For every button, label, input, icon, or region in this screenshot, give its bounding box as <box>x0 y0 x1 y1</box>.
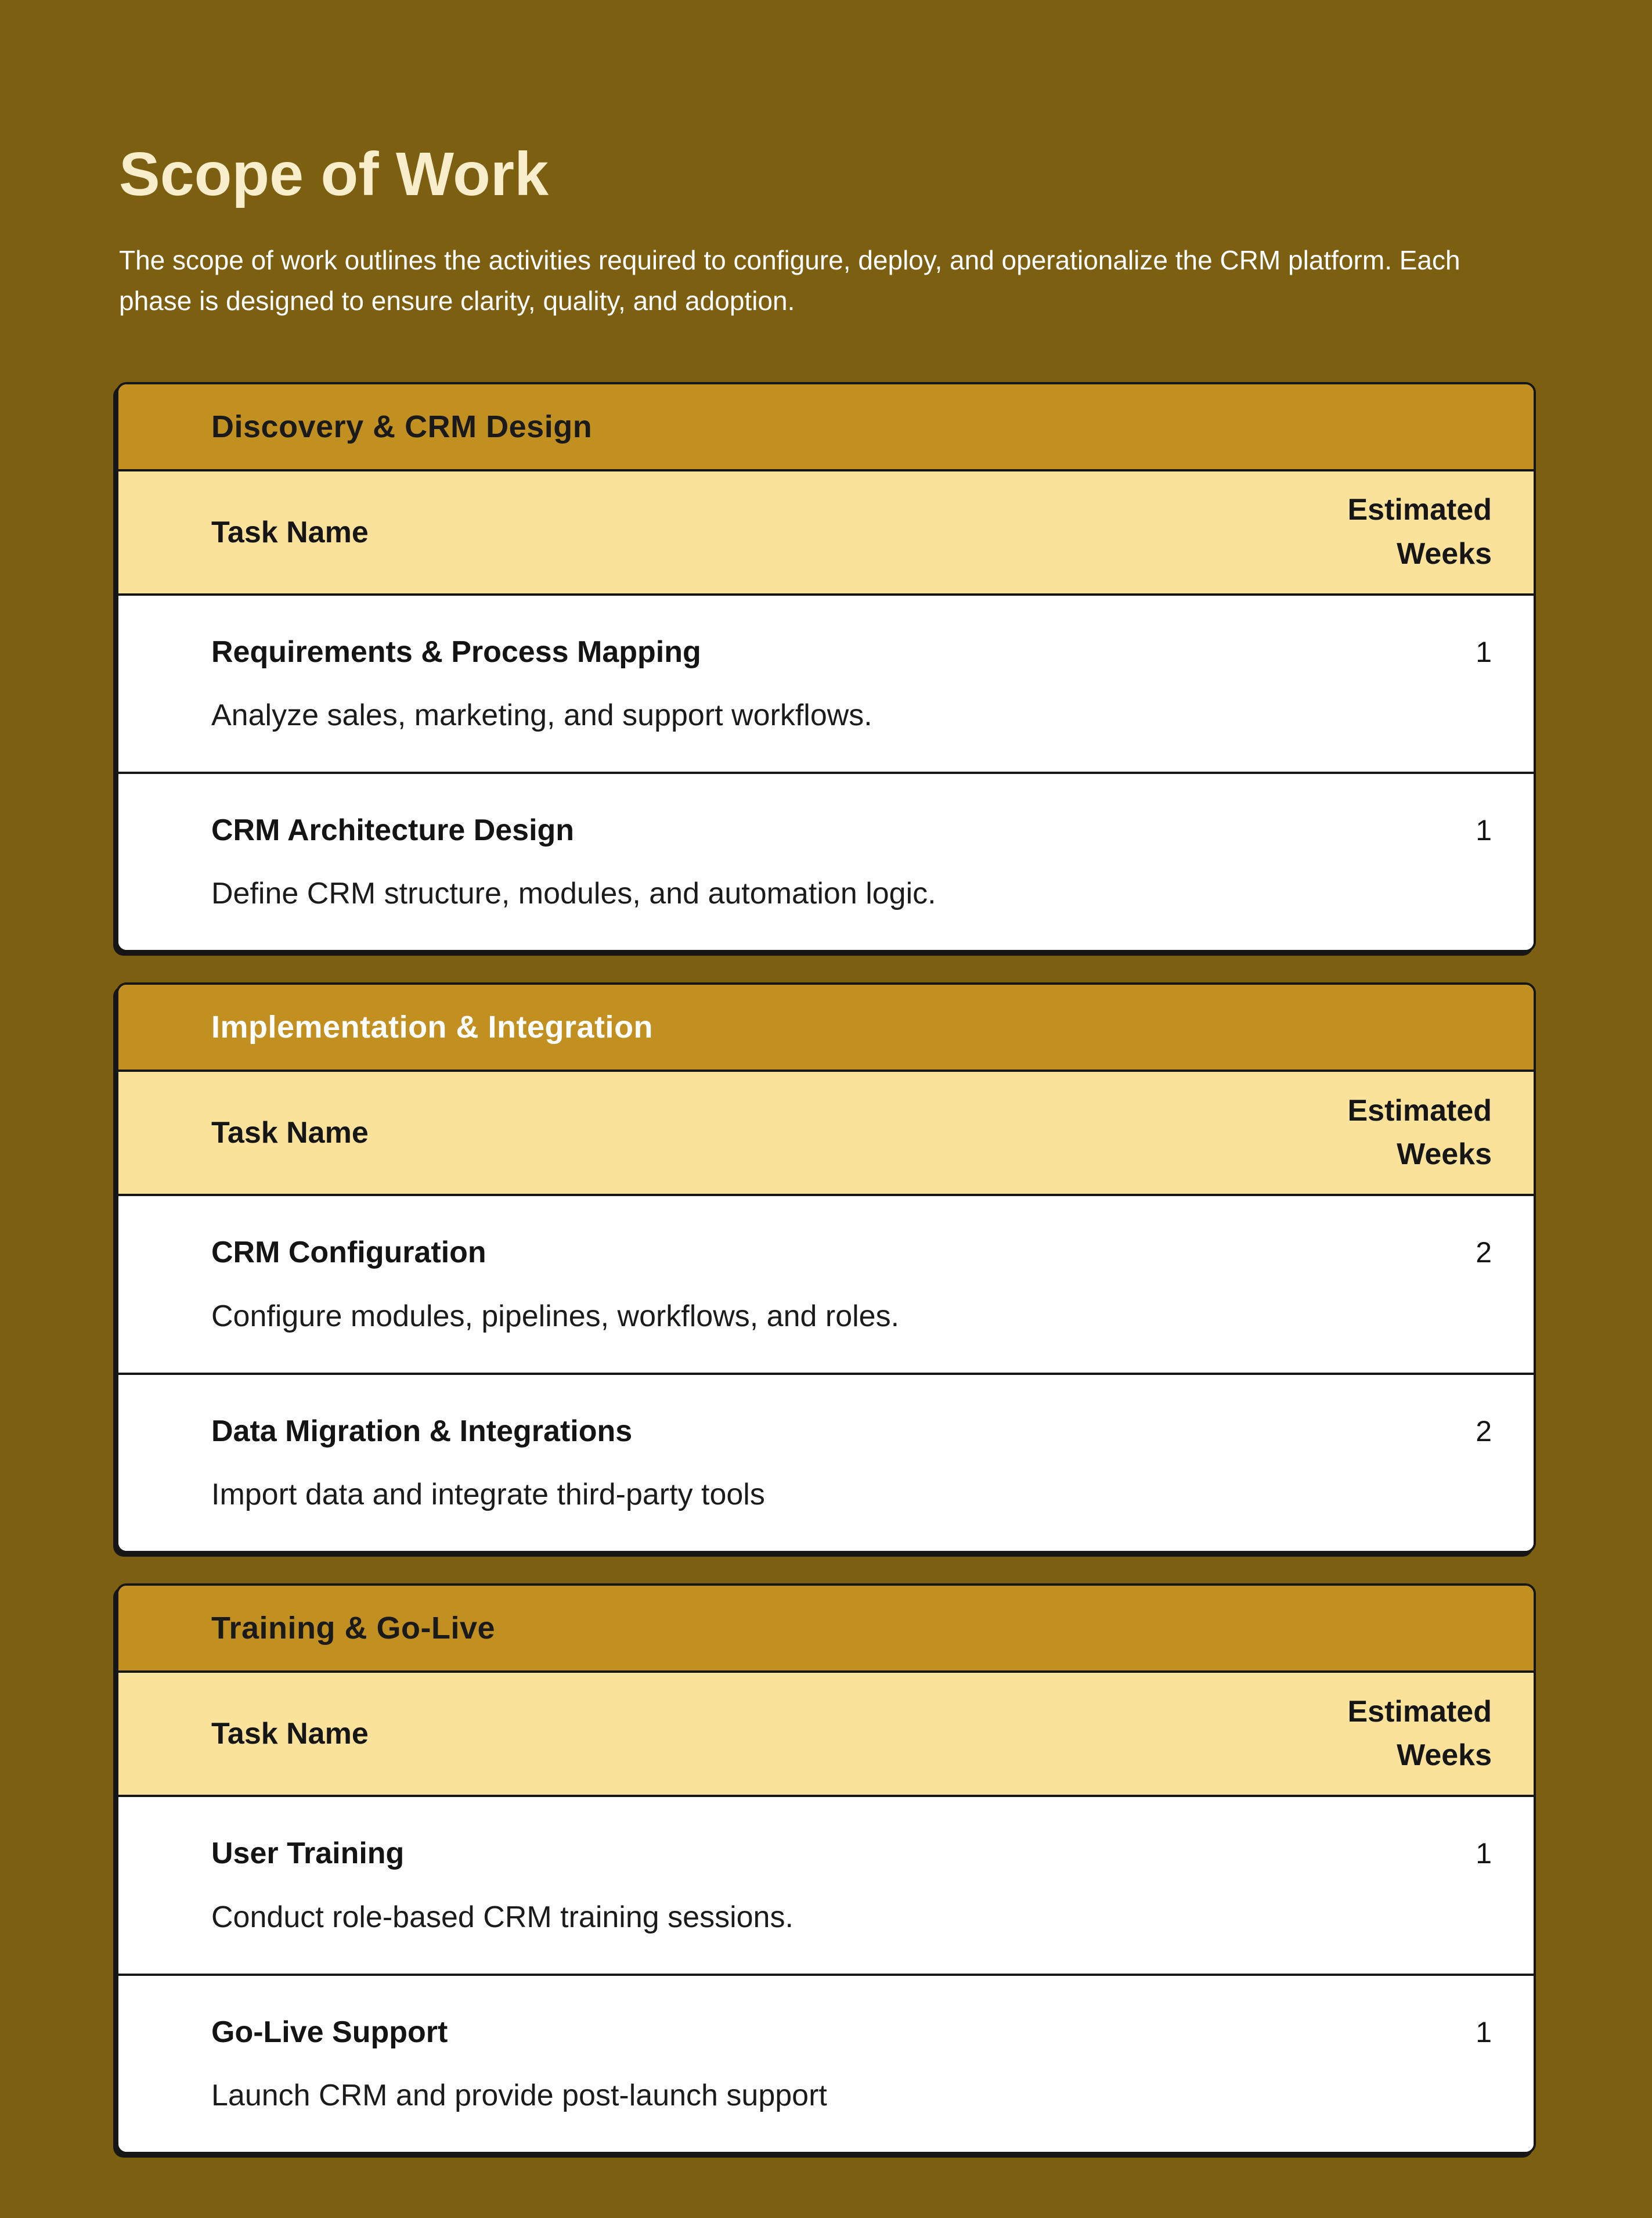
column-header-estimated-weeks: Estimated Weeks <box>1347 1694 1492 1773</box>
page-intro: The scope of work outlines the activities required to configure, deploy, and operationalize the CRM platform. Each phase is designed to ensure clarity, quality, and adoption. <box>119 244 1460 316</box>
row-top <box>211 1835 1492 1871</box>
section-header <box>118 384 1534 471</box>
row-top <box>211 2014 1492 2050</box>
task-name: Data Migration & Integrations <box>211 1414 633 1448</box>
task-weeks-value: 1 <box>1476 1837 1492 1870</box>
row-top <box>211 1234 1492 1270</box>
table-training-go-live <box>116 1583 1536 2154</box>
table-row <box>118 596 1534 772</box>
section-title: Discovery & CRM Design <box>211 409 593 444</box>
task-weeks-value: 1 <box>1476 2015 1492 2048</box>
task-description: Launch CRM and provide post-launch support <box>211 2079 827 2113</box>
task-name: Requirements & Process Mapping <box>211 635 701 669</box>
task-description: Conduct role-based CRM training sessions. <box>211 1900 793 1934</box>
column-header-row <box>118 1072 1534 1196</box>
task-name: CRM Architecture Design <box>211 813 575 848</box>
table-row <box>118 772 1534 950</box>
column-header-estimated-weeks: Estimated Weeks <box>1347 1094 1492 1172</box>
task-weeks-value: 1 <box>1476 814 1492 847</box>
section-title: Training & Go-Live <box>211 1611 496 1646</box>
row-top <box>211 634 1492 670</box>
section-header <box>118 1586 1534 1673</box>
task-description: Configure modules, pipelines, workflows, and roles. <box>211 1299 900 1333</box>
column-header-task-name: Task Name <box>211 1116 369 1150</box>
column-header-task-name: Task Name <box>211 515 369 549</box>
section-header <box>118 985 1534 1072</box>
task-name: Go-Live Support <box>211 2015 448 2049</box>
table-row <box>118 1797 1534 1973</box>
table-implementation-integration <box>116 982 1536 1553</box>
row-top <box>211 812 1492 848</box>
task-weeks-value: 1 <box>1476 635 1492 668</box>
task-name: CRM Configuration <box>211 1236 486 1270</box>
column-header-row <box>118 471 1534 596</box>
page-title: Scope of Work <box>119 140 549 208</box>
task-weeks-value: 2 <box>1476 1236 1492 1269</box>
task-description: Import data and integrate third-party tools <box>211 1478 765 1512</box>
column-header-task-name: Task Name <box>211 1717 369 1751</box>
table-row <box>118 1373 1534 1551</box>
table-row <box>118 1974 1534 2152</box>
task-description: Analyze sales, marketing, and support workflows. <box>211 698 872 733</box>
column-header-row <box>118 1673 1534 1797</box>
task-weeks-value: 2 <box>1476 1414 1492 1448</box>
table-discovery-crm-design <box>116 382 1536 953</box>
table-row <box>118 1196 1534 1372</box>
row-top <box>211 1413 1492 1449</box>
column-header-estimated-weeks: Estimated Weeks <box>1347 493 1492 571</box>
section-title: Implementation & Integration <box>211 1010 654 1045</box>
task-description: Define CRM structure, modules, and automation logic. <box>211 877 936 911</box>
task-name: User Training <box>211 1837 405 1871</box>
